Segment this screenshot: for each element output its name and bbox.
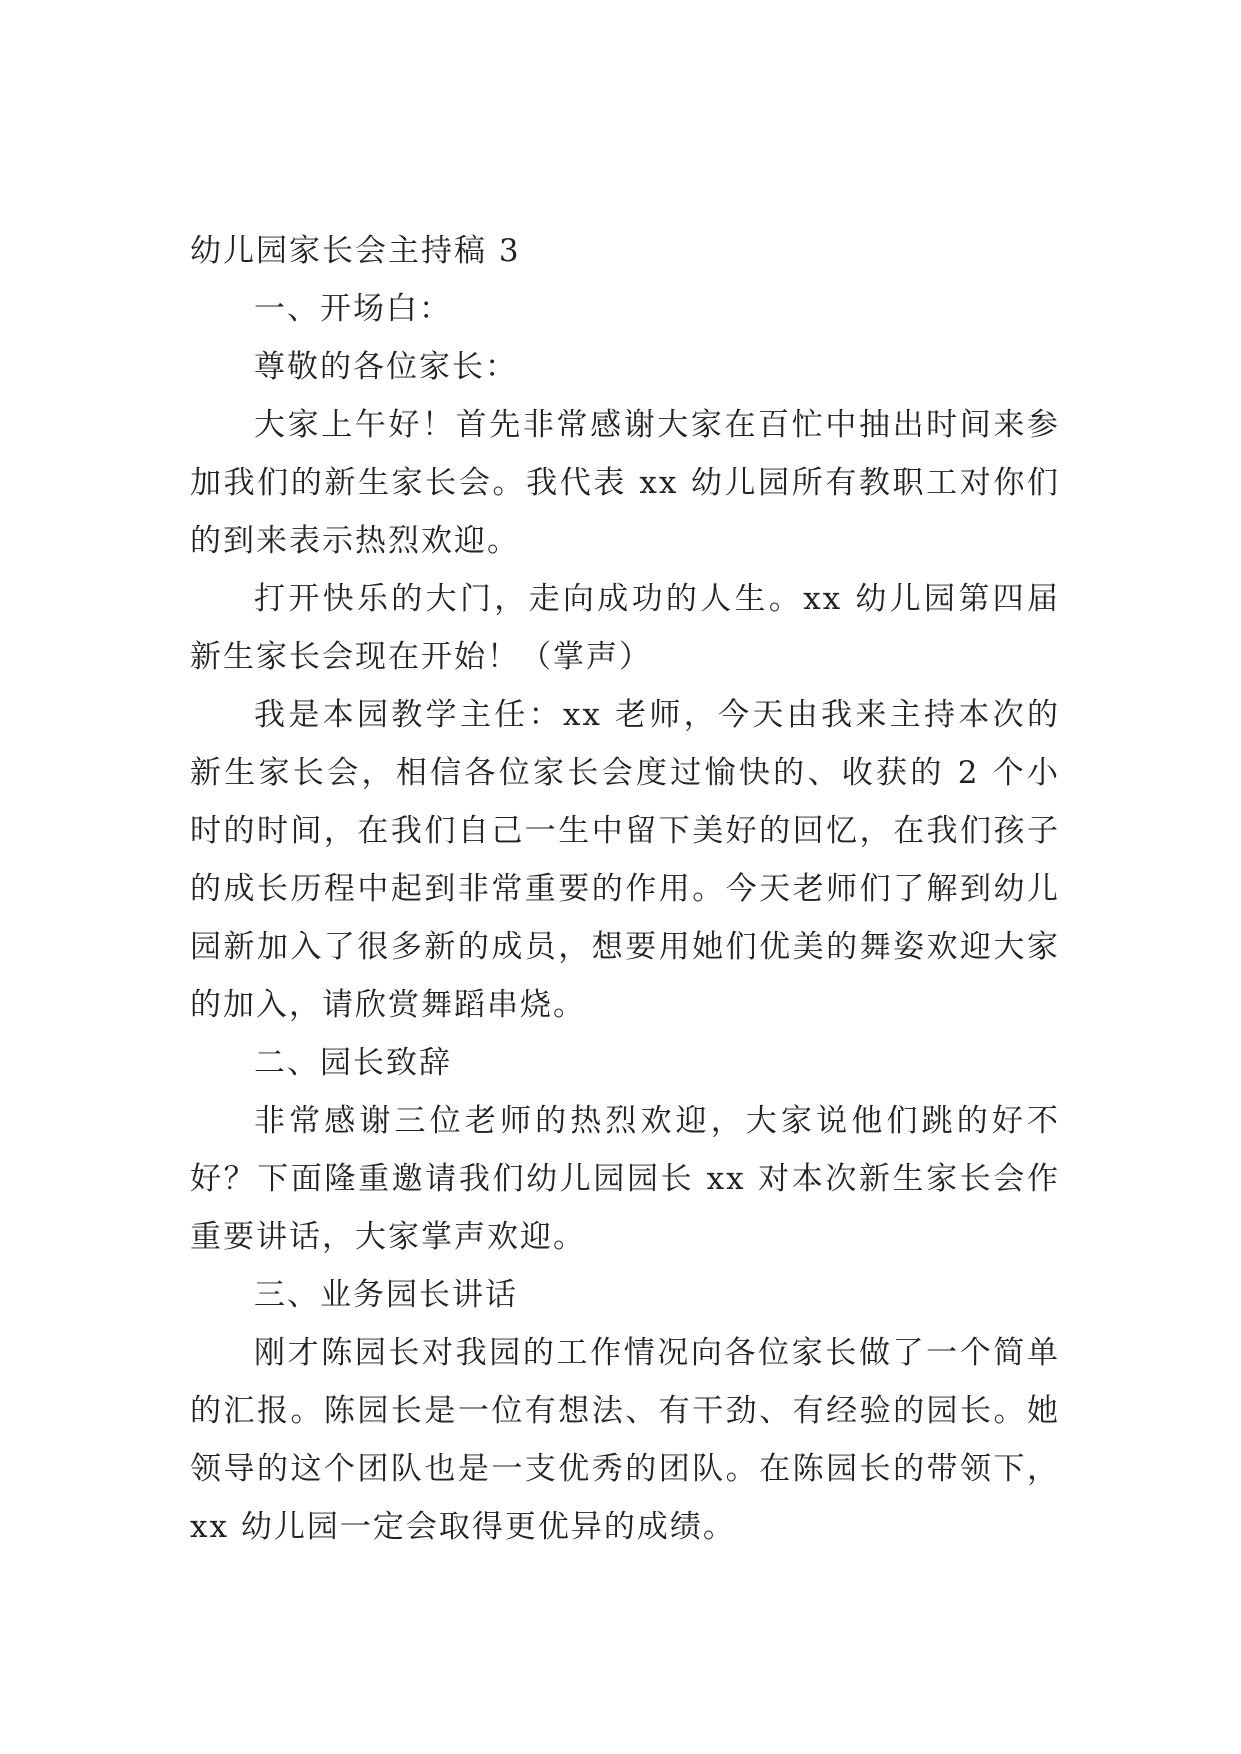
paragraph: 非常感谢三位老师的热烈欢迎，大家说他们跳的好不好？下面隆重邀请我们幼儿园园长 xx 对本次新生家长会作重要讲话，大家掌声欢迎。 (190, 1103, 1060, 1255)
section-heading-vice-principal-speech: 三、业务园长讲话 (254, 1277, 518, 1313)
paragraph: 打开快乐的大门，走向成功的人生。xx 幼儿园第四届新生家长会现在开始！（掌声） (190, 581, 1060, 675)
document-title: 幼儿园家长会主持稿 3 (190, 233, 521, 269)
section-heading-opening: 一、开场白： (254, 291, 452, 327)
document-body (190, 222, 1060, 1556)
paragraph: 大家上午好！首先非常感谢大家在百忙中抽出时间来参加我们的新生家长会。我代表 xx 幼儿园所有教职工对你们的到来表示热烈欢迎。 (190, 407, 1060, 559)
paragraph: 我是本园教学主任：xx 老师，今天由我来主持本次的新生家长会，相信各位家长会度过愉快的、收获的 2 个小时的时间，在我们自己一生中留下美好的回忆，在我们孩子的成长历程中起到非常重要的作用。今天老师们了解到幼儿园新加入了很多新的成员，想要用她们优美的舞姿欢迎大家的加入，请欣赏舞蹈串烧。 (190, 697, 1060, 1023)
salutation: 尊敬的各位家长： (254, 349, 518, 385)
paragraph: 刚才陈园长对我园的工作情况向各位家长做了一个简单的汇报。陈园长是一位有想法、有干劲、有经验的园长。她领导的这个团队也是一支优秀的团队。在陈园长的带领下，xx 幼儿园一定会取得更优异的成绩。 (190, 1335, 1060, 1545)
section-heading-principal-speech: 二、园长致辞 (254, 1045, 452, 1081)
